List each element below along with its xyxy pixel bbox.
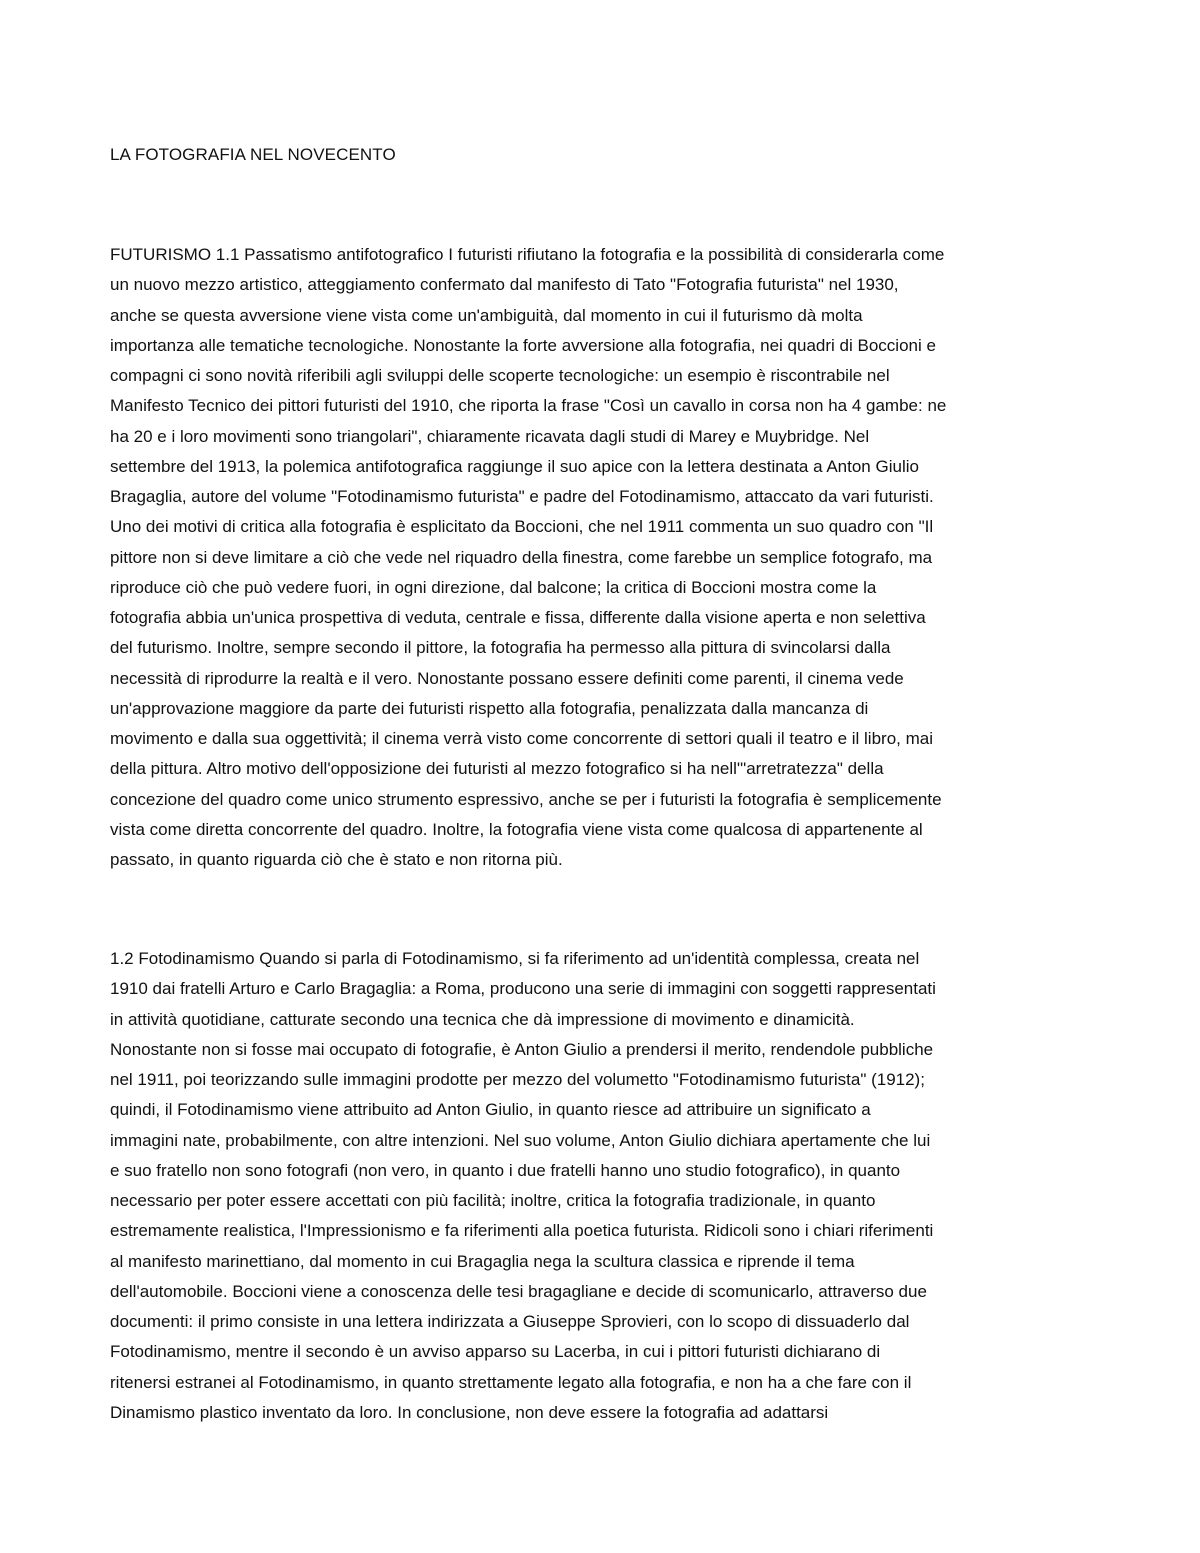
text-line: ritenersi estranei al Fotodinamismo, in quanto strettamente legato alla fotografia, e non ha a che fare con il: [110, 1372, 912, 1392]
text-line: anche se questa avversione viene vista come un'ambiguità, dal momento in cui il futurismo dà molta: [110, 305, 863, 325]
document-title: LA FOTOGRAFIA NEL NOVECENTO: [110, 145, 396, 164]
text-line: importanza alle tematiche tecnologiche. Nonostante la forte avversione alla fotografia, nei quadri di Boccioni e: [110, 335, 936, 355]
text-line: del futurismo. Inoltre, sempre secondo il pittore, la fotografia ha permesso alla pittura di svincolarsi dalla: [110, 638, 891, 658]
text-line: dell'automobile. Boccioni viene a conoscenza delle tesi bragagliane e decide di scomunicarlo, attraverso due: [110, 1281, 927, 1301]
text-line: Manifesto Tecnico dei pittori futuristi del 1910, che riporta la frase "Così un cavallo in corsa non ha 4 gambe: ne: [110, 396, 947, 416]
text-line: vista come diretta concorrente del quadro. Inoltre, la fotografia viene vista come qualcosa di appartenente al: [110, 819, 923, 839]
text-line: riproduce ciò che può vedere fuori, in ogni direzione, dal balcone; la critica di Boccioni mostra come la: [110, 577, 877, 597]
text-line: necessario per poter essere accettati con più facilità; inoltre, critica la fotografia tradizionale, in quanto: [110, 1191, 876, 1210]
text-line: documenti: il primo consiste in una lettera indirizzata a Giuseppe Sprovieri, con lo scopo di dissuaderlo dal: [110, 1312, 910, 1331]
text-line: movimento e dalla sua oggettività; il cinema verrà visto come concorrente di settori quali il teatro e il libro, mai: [110, 729, 933, 748]
text-line: necessità di riprodurre la realtà e il vero. Nonostante possano essere definiti come parenti, il cinema vede: [110, 668, 904, 688]
text-line: FUTURISMO 1.1 Passatismo antifotografico I futuristi rifiutano la fotografia e la possibilità di considerarla come: [110, 245, 945, 264]
paragraph-fotodinamismo: [110, 944, 1090, 1428]
text-line: e suo fratello non sono fotografi (non vero, in quanto i due fratelli hanno uno studio fotografico), in quanto: [110, 1160, 901, 1180]
text-line: un'approvazione maggiore da parte dei futuristi rispetto alla fotografia, penalizzata dalla mancanza di: [110, 698, 869, 718]
paragraph-futurismo: [110, 240, 1090, 875]
text-line: Fotodinamismo, mentre il secondo è un avviso apparso su Lacerba, in cui i pittori futuristi dichiarano di: [110, 1342, 881, 1362]
text-line: estremamente realistica, l'Impressionismo e fa riferimenti alla poetica futurista. Ridicoli sono i chiari riferimenti: [110, 1221, 934, 1241]
text-line: Nonostante non si fosse mai occupato di fotografie, è Anton Giulio a prendersi il merito, rendendole pubbliche: [110, 1039, 934, 1059]
text-line: immagini nate, probabilmente, con altre intenzioni. Nel suo volume, Anton Giulio dichiara apertamente che lui: [110, 1130, 931, 1150]
text-line: concezione del quadro come unico strumento espressivo, anche se per i futuristi la fotografia è semplicemente: [110, 789, 942, 809]
text-line: in attività quotidiane, catturate secondo una tecnica che dà impressione di movimento e dinamicità.: [110, 1009, 855, 1029]
text-line: ha 20 e i loro movimenti sono triangolari", chiaramente ricavata dagli studi di Marey e Muybridge. Nel: [110, 426, 870, 446]
text-line: 1.2 Fotodinamismo Quando si parla di Fotodinamismo, si fa riferimento ad un'identità complessa, creata nel: [110, 949, 920, 968]
text-line: nel 1911, poi teorizzando sulle immagini prodotte per mezzo del volumetto "Fotodinamismo futurista" (1912);: [110, 1070, 925, 1089]
text-line: Bragaglia, autore del volume "Fotodinamismo futurista" e padre del Fotodinamismo, attaccato da vari futuristi.: [110, 487, 934, 506]
text-line: quindi, il Fotodinamismo viene attribuito ad Anton Giulio, in quanto riesce ad attribuire un significato a: [110, 1100, 871, 1120]
text-line: pittore non si deve limitare a ciò che vede nel riquadro della finestra, come farebbe un semplice fotografo, ma: [110, 547, 933, 567]
text-line: compagni ci sono novità riferibili agli sviluppi delle scoperte tecnologiche: un esempio è riscontrabile nel: [110, 366, 890, 385]
text-line: al manifesto marinettiano, dal momento in cui Bragaglia nega la scultura classica e riprende il tema: [110, 1251, 855, 1271]
text-line: Uno dei motivi di critica alla fotografia è esplicitato da Boccioni, che nel 1911 commenta un suo quadro con "Il: [110, 517, 934, 537]
text-line: Dinamismo plastico inventato da loro. In conclusione, non deve essere la fotografia ad adattarsi: [110, 1402, 829, 1422]
text-line: della pittura. Altro motivo dell'opposizione dei futuristi al mezzo fotografico si ha nell'"arretratezza" della: [110, 759, 884, 779]
text-line: 1910 dai fratelli Arturo e Carlo Bragaglia: a Roma, producono una serie di immagini con soggetti rappresentati: [110, 979, 936, 999]
text-line: settembre del 1913, la polemica antifotografica raggiunge il suo apice con la lettera destinata a Anton Giulio: [110, 456, 919, 476]
text-line: un nuovo mezzo artistico, atteggiamento confermato dal manifesto di Tato "Fotografia futurista" nel 1930,: [110, 275, 899, 295]
text-line: passato, in quanto riguarda ciò che è stato e non ritorna più.: [110, 850, 563, 869]
text-line: fotografia abbia un'unica prospettiva di veduta, centrale e fissa, differente dalla visione aperta e non selettiva: [110, 608, 926, 627]
